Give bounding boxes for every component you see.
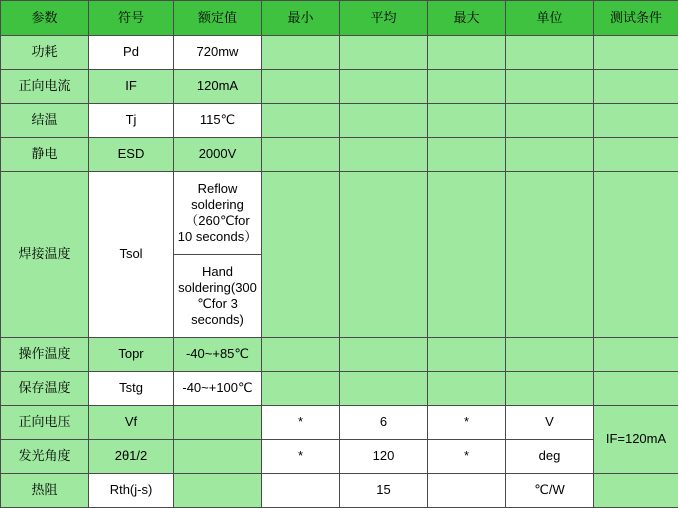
cell-unit: deg: [506, 440, 594, 474]
cell-parameter: 热阻: [1, 474, 89, 508]
column-header-min: 最小: [262, 1, 340, 36]
column-header-max: 最大: [428, 1, 506, 36]
cell-typical: 15: [340, 474, 428, 508]
cell-parameter: 发光角度: [1, 440, 89, 474]
cell-max: *: [428, 440, 506, 474]
cell-min-solder: [262, 172, 340, 338]
cell-parameter: 结温: [1, 104, 89, 138]
cell-typical: [340, 338, 428, 372]
cell-typical: 6: [340, 406, 428, 440]
cell-unit: ℃/W: [506, 474, 594, 508]
table-row: [1, 474, 678, 508]
cell-min: *: [262, 440, 340, 474]
cell-symbol: Topr: [89, 338, 174, 372]
cell-parameter-solder: 焊接温度: [1, 172, 89, 338]
cell-max: [428, 138, 506, 172]
cell-symbol: Vf: [89, 406, 174, 440]
cell-min: [262, 70, 340, 104]
cell-symbol: Tj: [89, 104, 174, 138]
table-row: [1, 70, 678, 104]
cell-rating: -40~+85℃: [174, 338, 262, 372]
cell-max: [428, 70, 506, 104]
column-header-symbol: 符号: [89, 1, 174, 36]
table-row: [1, 36, 678, 70]
cell-min: *: [262, 406, 340, 440]
cell-max: [428, 338, 506, 372]
table-header-row: [1, 1, 678, 36]
cell-test-condition: [594, 474, 678, 508]
cell-typical: 120: [340, 440, 428, 474]
cell-unit: V: [506, 406, 594, 440]
cell-parameter: 功耗: [1, 36, 89, 70]
cell-typical-solder: [340, 172, 428, 338]
cell-parameter: 正向电压: [1, 406, 89, 440]
column-header-parameter: 参数: [1, 1, 89, 36]
cell-rating: -40~+100℃: [174, 372, 262, 406]
cell-test-condition: [594, 138, 678, 172]
table-row: [1, 372, 678, 406]
cell-rating: 115℃: [174, 104, 262, 138]
column-header-rating: 额定值: [174, 1, 262, 36]
cell-parameter: 正向电流: [1, 70, 89, 104]
column-header-typical: 平均: [340, 1, 428, 36]
cell-parameter: 静电: [1, 138, 89, 172]
cell-unit: [506, 372, 594, 406]
table-row: [1, 406, 678, 440]
cell-unit: [506, 138, 594, 172]
column-header-test-condition: 测试条件: [594, 1, 678, 36]
cell-min: [262, 338, 340, 372]
cell-unit: [506, 36, 594, 70]
cell-typical: [340, 372, 428, 406]
cell-test-condition: [594, 372, 678, 406]
cell-symbol: Rth(j-s): [89, 474, 174, 508]
cell-unit: [506, 104, 594, 138]
cell-parameter: 操作温度: [1, 338, 89, 372]
cell-typical: [340, 138, 428, 172]
cell-max-solder: [428, 172, 506, 338]
cell-unit: [506, 70, 594, 104]
table-row: [1, 104, 678, 138]
table-row-solder-reflow: [1, 172, 678, 255]
cell-min: [262, 474, 340, 508]
cell-typical: [340, 70, 428, 104]
cell-symbol: IF: [89, 70, 174, 104]
cell-max: [428, 372, 506, 406]
cell-min: [262, 372, 340, 406]
cell-unit: [506, 338, 594, 372]
cell-rating: 720mw: [174, 36, 262, 70]
cell-min: [262, 138, 340, 172]
cell-max: [428, 36, 506, 70]
cell-symbol: Tstg: [89, 372, 174, 406]
cell-symbol: 2θ1/2: [89, 440, 174, 474]
cell-rating-reflow: Reflow soldering（260℃for 10 seconds）: [174, 172, 262, 255]
cell-rating: [174, 440, 262, 474]
cell-symbol: ESD: [89, 138, 174, 172]
cell-test-condition: IF=120mA: [594, 406, 678, 474]
table-row: [1, 138, 678, 172]
cell-test-condition-solder: [594, 172, 678, 338]
cell-test-condition: [594, 338, 678, 372]
cell-test-condition: [594, 70, 678, 104]
cell-max: [428, 474, 506, 508]
cell-rating: [174, 474, 262, 508]
table-row: [1, 338, 678, 372]
cell-min: [262, 104, 340, 138]
cell-parameter: 保存温度: [1, 372, 89, 406]
table-row: [1, 440, 678, 474]
cell-typical: [340, 104, 428, 138]
column-header-unit: 单位: [506, 1, 594, 36]
cell-rating: 2000V: [174, 138, 262, 172]
cell-rating-hand: Hand soldering(300℃for 3 seconds): [174, 255, 262, 338]
cell-test-condition: [594, 104, 678, 138]
cell-min: [262, 36, 340, 70]
cell-rating: [174, 406, 262, 440]
cell-rating: 120mA: [174, 70, 262, 104]
cell-max: *: [428, 406, 506, 440]
cell-typical: [340, 36, 428, 70]
cell-symbol: Pd: [89, 36, 174, 70]
cell-unit-solder: [506, 172, 594, 338]
cell-test-condition: [594, 36, 678, 70]
cell-symbol-solder: Tsol: [89, 172, 174, 338]
cell-max: [428, 104, 506, 138]
